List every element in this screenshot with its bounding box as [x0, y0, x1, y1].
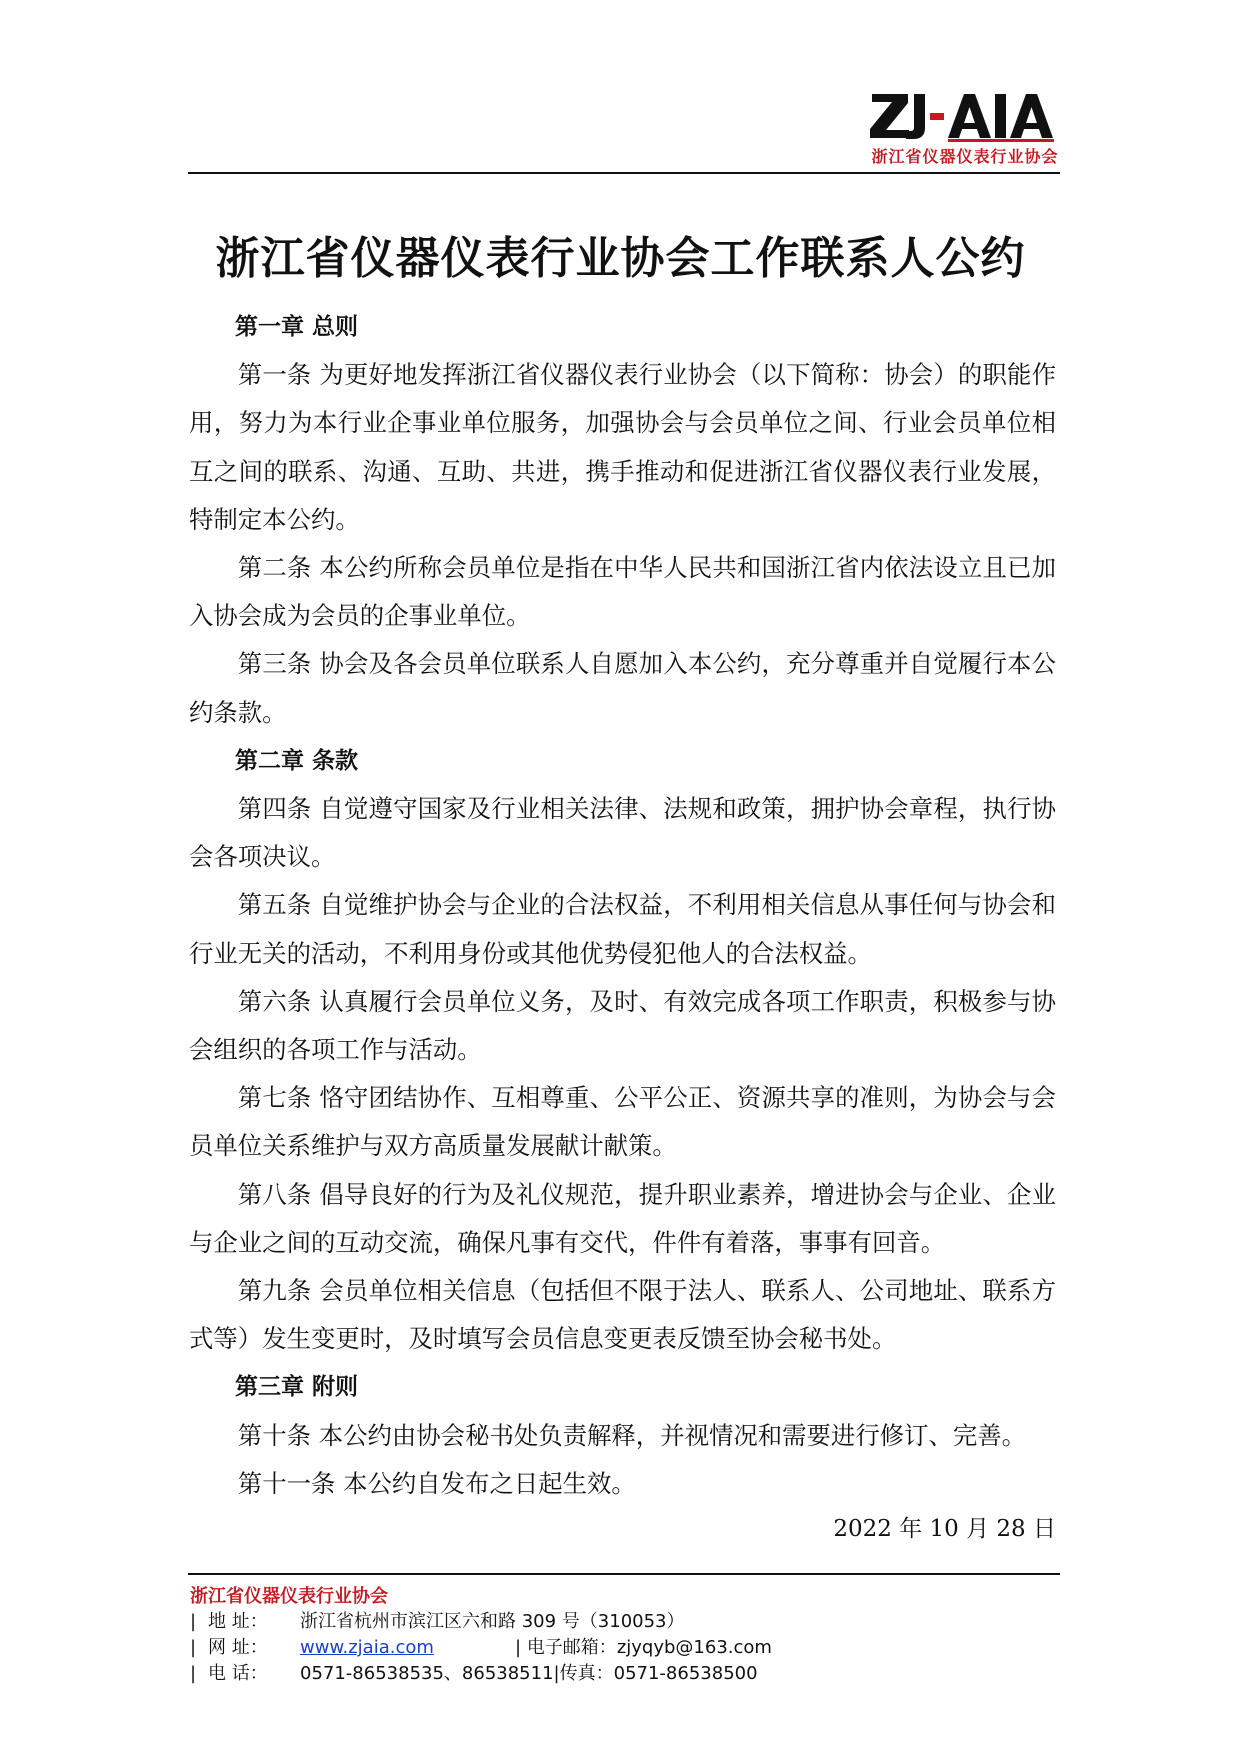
separator: | — [553, 1663, 560, 1684]
address-value: 浙江省杭州市滨江区六和路 309 号（310053） — [300, 1611, 685, 1632]
clause-paragraph: 第四条 自觉遵守国家及行业相关法律、法规和政策，拥护协会章程，执行协会各项决议。 — [189, 794, 1056, 872]
clause-paragraph: 第八条 倡导良好的行为及礼仪规范，提升职业素养，增进协会与企业、企业与企业之间的互动交流，确保凡事有交代，件件有着落，事事有回音。 — [189, 1179, 1056, 1257]
footer-phone-line — [190, 1659, 758, 1685]
logo-subtitle: 浙江省仪器仪表行业协会 — [871, 147, 1059, 166]
address-label: 地 址： — [208, 1611, 268, 1632]
clause-paragraph: 第五条 自觉维护协会与企业的合法权益，不利用相关信息从事任何与协会和行业无关的活动，不利用身份或其他优势侵犯他人的合法权益。 — [189, 890, 1056, 968]
clause-paragraph: 第七条 恪守团结协作、互相尊重、公平公正、资源共享的准则，为协会与会员单位关系维护与双方高质量发展献计献策。 — [189, 1083, 1056, 1161]
chapter-heading: 第三章 附则 — [235, 1374, 359, 1401]
chapter-heading: 第一章 总则 — [235, 314, 359, 340]
clause-paragraph: 第六条 认真履行会员单位义务，及时、有效完成各项工作职责，积极参与协会组织的各项工作与活动。 — [189, 986, 1056, 1065]
email-group — [515, 1633, 772, 1659]
fax-label: 传真： — [559, 1663, 614, 1684]
association-logo — [868, 90, 1060, 170]
zjaia-logo-mark — [868, 90, 1060, 142]
email-label: 电子邮箱： — [526, 1637, 617, 1658]
website-link[interactable]: www.zjaia.com — [300, 1637, 434, 1658]
clause-paragraph: 第十条 本公约由协会秘书处负责解释，并视情况和需要进行修订、完善。 — [237, 1420, 1027, 1450]
separator: | — [190, 1611, 197, 1632]
footer-org-name: 浙江省仪器仪表行业协会 — [190, 1586, 388, 1607]
separator: | — [515, 1637, 522, 1658]
document-title: 浙江省仪器仪表行业协会工作联系人公约 — [215, 233, 1026, 284]
document-body — [189, 303, 1056, 1508]
phone-value: 0571-86538535、86538511 — [300, 1663, 554, 1684]
header-divider — [188, 172, 1060, 174]
fax-value: 0571-86538500 — [613, 1663, 758, 1684]
phone-label: 电 话： — [208, 1663, 268, 1684]
footer-web-line — [190, 1633, 890, 1657]
separator: | — [190, 1663, 197, 1684]
clause-paragraph: 第九条 会员单位相关信息（包括但不限于法人、联系人、公司地址、联系方式等）发生变更时，及时填写会员信息变更表反馈至协会秘书处。 — [189, 1276, 1056, 1354]
clause-paragraph: 第一条 为更好地发挥浙江省仪器仪表行业协会（以下简称：协会）的职能作用，努力为本行业企事业单位服务，加强协会与会员单位之间、行业会员单位相互之间的联系、沟通、互助、共进，携手推动和促进浙江省仪器仪表行业发展，特制定本公约。 — [189, 360, 1056, 534]
footer-address-line — [190, 1607, 685, 1633]
separator: | — [190, 1637, 197, 1658]
email-value: zjyqyb@163.com — [616, 1637, 772, 1658]
clause-paragraph: 第二条 本公约所称会员单位是指在中华人民共和国浙江省内依法设立且已加入协会成为会员的企事业单位。 — [189, 553, 1056, 631]
clause-paragraph: 第十一条 本公约自发布之日起生效。 — [237, 1468, 636, 1498]
chapter-heading: 第二章 条款 — [235, 747, 359, 774]
clause-paragraph: 第三条 协会及各会员单位联系人自愿加入本公约，充分尊重并自觉履行本公约条款。 — [189, 649, 1056, 727]
document-date: 2022 年 10 月 28 日 — [833, 1516, 1056, 1542]
footer-divider — [188, 1573, 1060, 1575]
website-label: 网 址： — [208, 1637, 268, 1658]
